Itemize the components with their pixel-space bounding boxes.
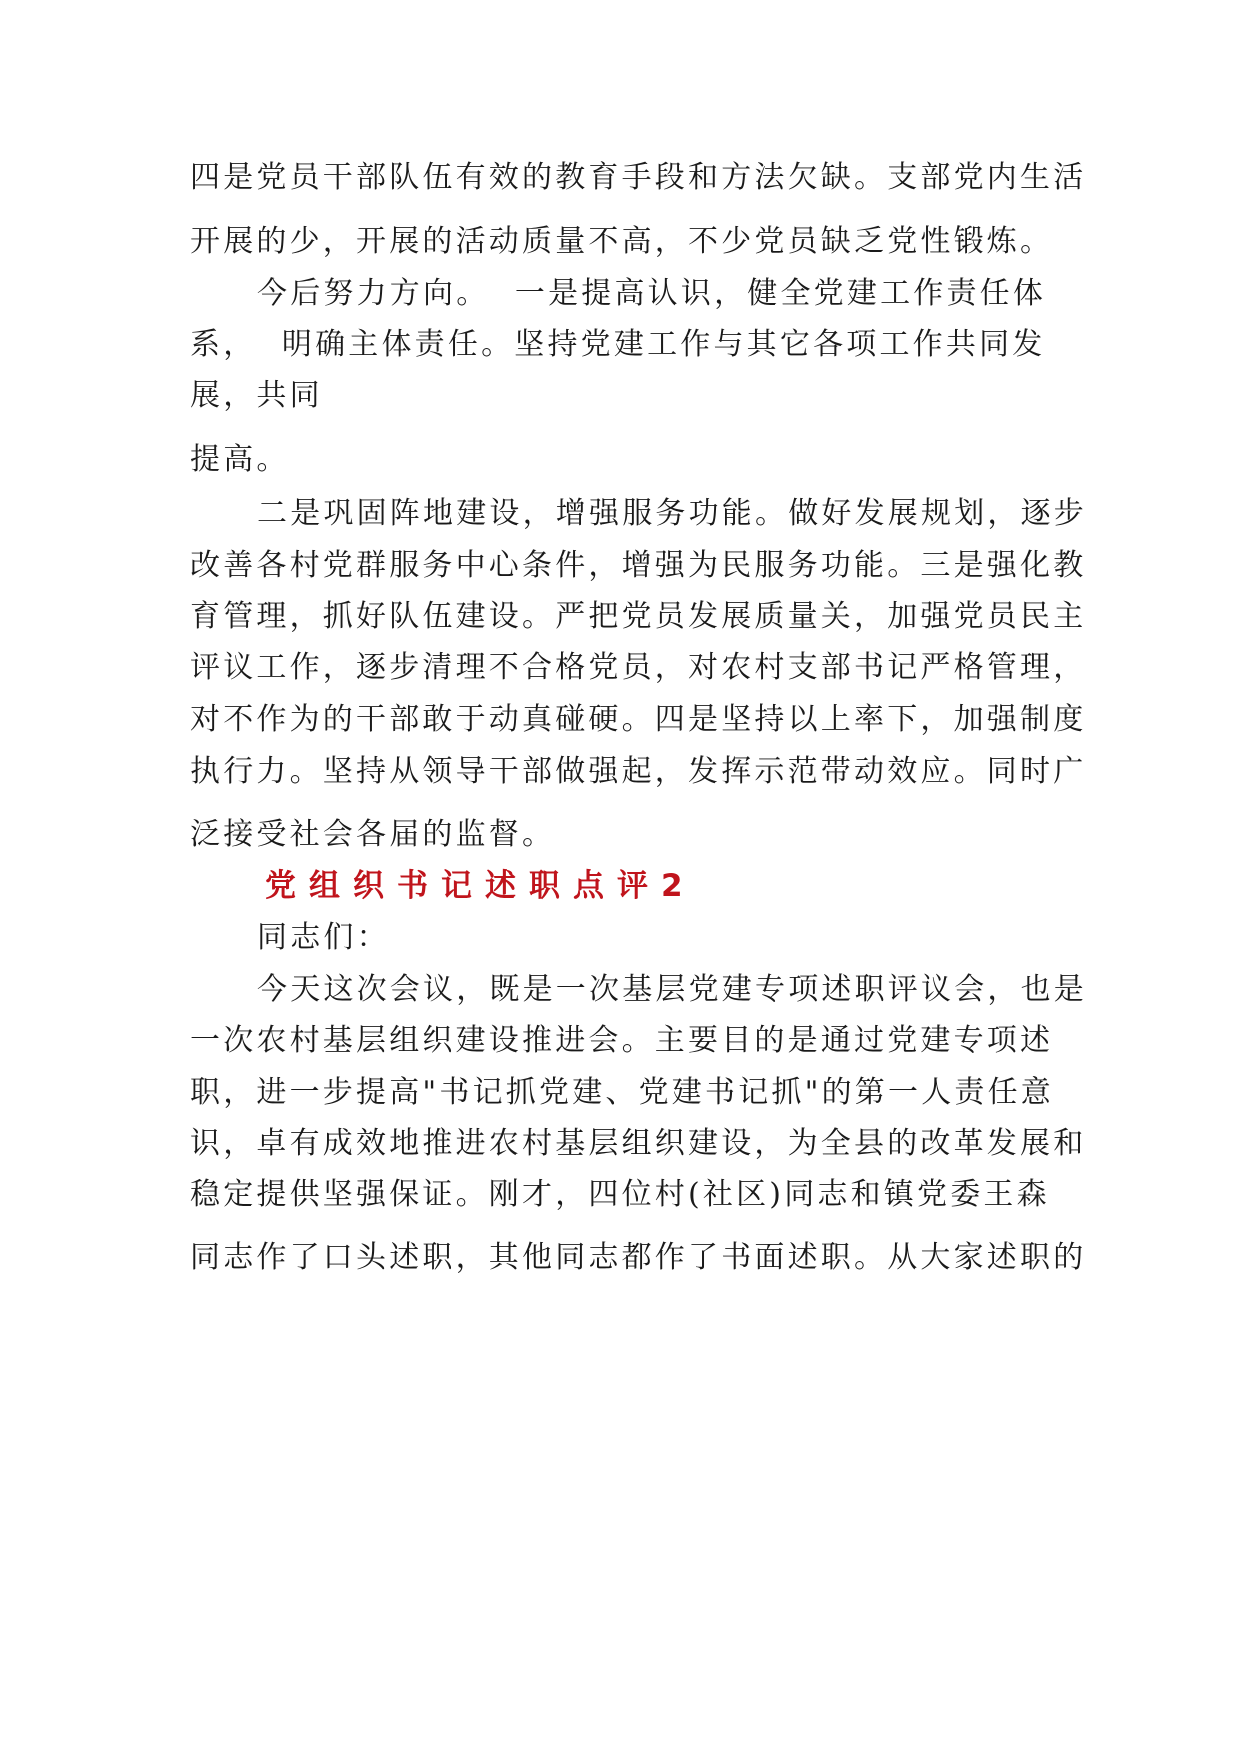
paragraph-line: 评议工作，逐步清理不合格党员，对农村支部书记严格管理，: [190, 650, 1087, 685]
paragraph-line: 改善各村党群服务中心条件，增强为民服务功能。三是强化教: [190, 548, 1087, 583]
paragraph-line: 系， 明确主体责任。坚持党建工作与其它各项工作共同发: [190, 327, 1046, 362]
paragraph-line: 职，进一步提高"书记抓党建、党建书记抓"的第一人责任意: [190, 1075, 1054, 1110]
paragraph-line: 开展的少，开展的活动质量不高，不少党员缺乏党性锻炼。: [190, 224, 1054, 259]
paragraph-line: 执行力。坚持从领导干部做强起，发挥示范带动效应。同时广: [190, 754, 1087, 789]
salutation: 同志们：: [257, 920, 390, 955]
paragraph-line: 展，共同: [190, 378, 323, 413]
section-heading: 党组织书记述职点评2: [265, 868, 696, 904]
paragraph-line: 一次农村基层组织建设推进会。主要目的是通过党建专项述: [190, 1023, 1054, 1058]
paragraph-line: 今后努力方向。 一是提高认识，健全党建工作责任体: [257, 276, 1047, 311]
paragraph-line: 稳定提供坚强保证。刚才，四位村(社区)同志和镇党委王森: [190, 1177, 1050, 1212]
paragraph-line: 识，卓有成效地推进农村基层组织建设，为全县的改革发展和: [190, 1126, 1087, 1161]
paragraph-line: 对不作为的干部敢于动真碰硬。四是坚持以上率下，加强制度: [190, 702, 1087, 737]
paragraph-line: 泛接受社会各届的监督。: [190, 817, 556, 852]
paragraph-line: 今天这次会议，既是一次基层党建专项述职评议会，也是: [257, 972, 1087, 1007]
paragraph-line: 育管理，抓好队伍建设。严把党员发展质量关，加强党员民主: [190, 599, 1087, 634]
paragraph-line: 同志作了口头述职，其他同志都作了书面述职。从大家述职的: [190, 1240, 1087, 1275]
paragraph-line: 提高。: [190, 442, 290, 477]
paragraph-line: 二是巩固阵地建设，增强服务功能。做好发展规划，逐步: [257, 496, 1087, 531]
paragraph-line: 四是党员干部队伍有效的教育手段和方法欠缺。支部党内生活: [190, 160, 1087, 195]
